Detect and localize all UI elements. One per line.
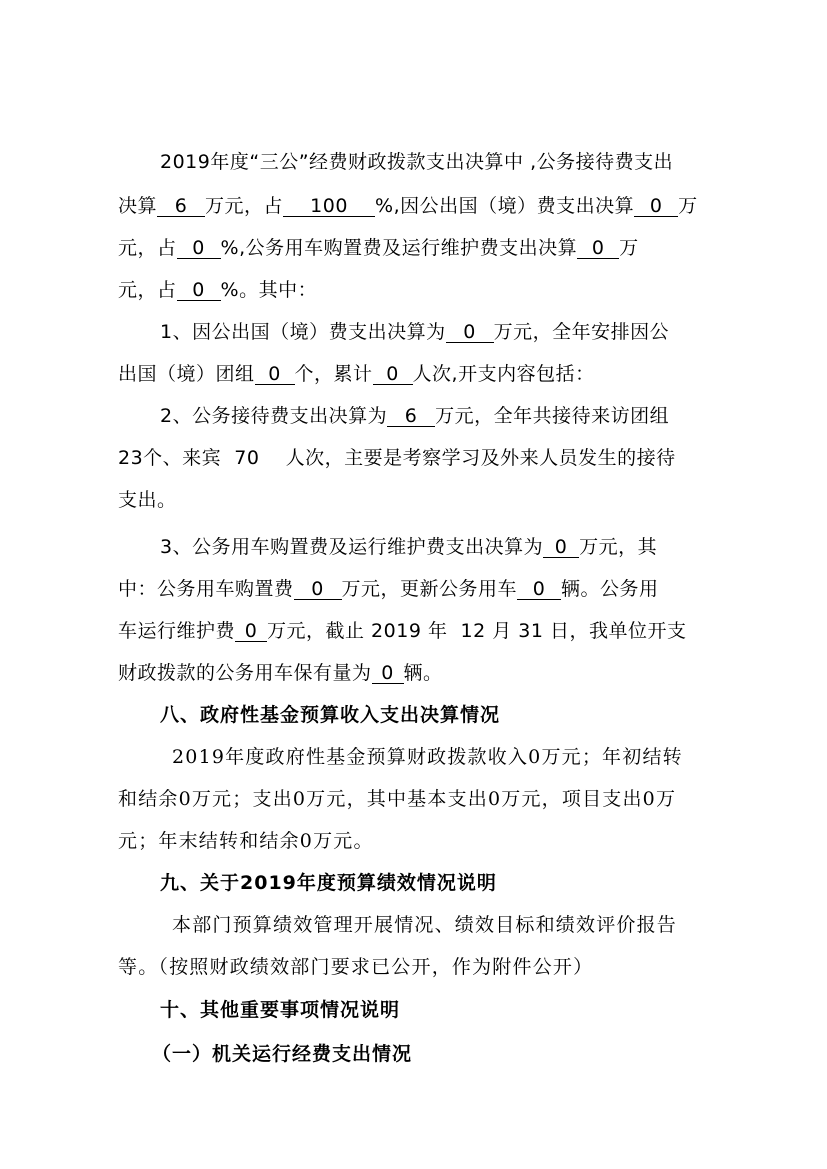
section9-line2: 等。（按照财政绩效部门要求已公开，作为附件公开）	[118, 956, 594, 978]
blank-value: 100	[283, 196, 375, 217]
blank-value: 6	[387, 406, 435, 427]
text: 万元，其	[579, 536, 658, 558]
text: %。其中：	[220, 279, 318, 301]
text: 元，占	[118, 237, 177, 259]
item3-line2	[118, 577, 659, 601]
text: %,公务用车购置费及运行维护费支出决算	[220, 237, 578, 259]
text: 1、因公出国（境）费支出决算为	[160, 321, 446, 343]
item2-line1	[160, 404, 669, 428]
text: 辆。	[403, 662, 443, 684]
text: 万元，更新公务用车	[341, 578, 518, 600]
section9-line1: 本部门预算绩效管理开展情况、绩效目标和绩效评价报告	[172, 914, 678, 936]
text: 3、公务用车购置费及运行维护费支出决算为	[160, 536, 544, 558]
blank-value: 0	[372, 663, 404, 684]
text: %,因公出国（境）费支出决算	[375, 195, 635, 217]
blank-value: 0	[373, 364, 413, 385]
blank-value: 0	[235, 621, 267, 642]
item3-line3	[118, 619, 687, 643]
blank-value: 0	[446, 322, 494, 343]
blank-value: 0	[634, 196, 678, 217]
text: 元，占	[118, 279, 177, 301]
section8-line1: 2019年度政府性基金预算财政拨款收入0万元；年初结转	[172, 746, 683, 768]
text: 辆。公务用	[561, 578, 659, 600]
text: 万元，截止 2019 年 12 月 31 日，我单位开支	[267, 620, 687, 642]
item1-line2	[118, 362, 595, 386]
text: 决算	[118, 195, 158, 217]
blank-value: 0	[577, 238, 619, 259]
section8-line2: 和结余0万元；支出0万元，其中基本支出0万元，项目支出0万	[118, 788, 677, 810]
text: 万元，全年共接待来访团组	[435, 405, 670, 427]
text: 人次,开支内容包括：	[412, 363, 595, 385]
section8-line3: 元；年末结转和结余0万元。	[118, 830, 374, 852]
text: 车运行维护费	[118, 620, 236, 642]
section10-sub1: （一）机关运行经费支出情况	[152, 1043, 413, 1065]
blank-value: 0	[517, 579, 561, 600]
section9-heading: 九、关于2019年度预算绩效情况说明	[160, 872, 497, 894]
text: 万	[619, 237, 639, 259]
para1-line3	[118, 236, 639, 260]
item2-line3: 支出。	[118, 489, 177, 511]
text: 出国（境）团组	[118, 363, 255, 385]
para1-line4	[118, 278, 317, 302]
item3-line4	[118, 661, 443, 685]
text: 2、公务接待费支出决算为	[160, 405, 388, 427]
para1-line1	[160, 150, 673, 174]
text: 个，累计	[294, 363, 373, 385]
blank-value: 0	[255, 364, 295, 385]
blank-value: 0	[294, 579, 342, 600]
item3-line1	[160, 535, 657, 559]
blank-value: 0	[543, 537, 579, 558]
blank-value: 0	[177, 280, 221, 301]
item1-line1	[160, 320, 669, 344]
text: 中：公务用车购置费	[118, 578, 294, 600]
section8-heading: 八、政府性基金预算收入支出决算情况	[160, 704, 501, 726]
text: 万元，占	[205, 195, 284, 217]
text: 2019年度“三公”经费财政拨款支出决算中 ,公务接待费支出	[160, 151, 674, 173]
item2-line2: 23个、来宾 70 人次，主要是考察学习及外来人员发生的接待	[118, 447, 676, 469]
blank-value: 0	[177, 238, 221, 259]
blank-value: 6	[157, 196, 205, 217]
para1-line2	[118, 194, 698, 218]
text: 万	[678, 195, 698, 217]
section10-heading: 十、其他重要事项情况说明	[160, 999, 401, 1021]
text: 万元，全年安排因公	[493, 321, 670, 343]
text: 财政拨款的公务用车保有量为	[118, 662, 372, 684]
